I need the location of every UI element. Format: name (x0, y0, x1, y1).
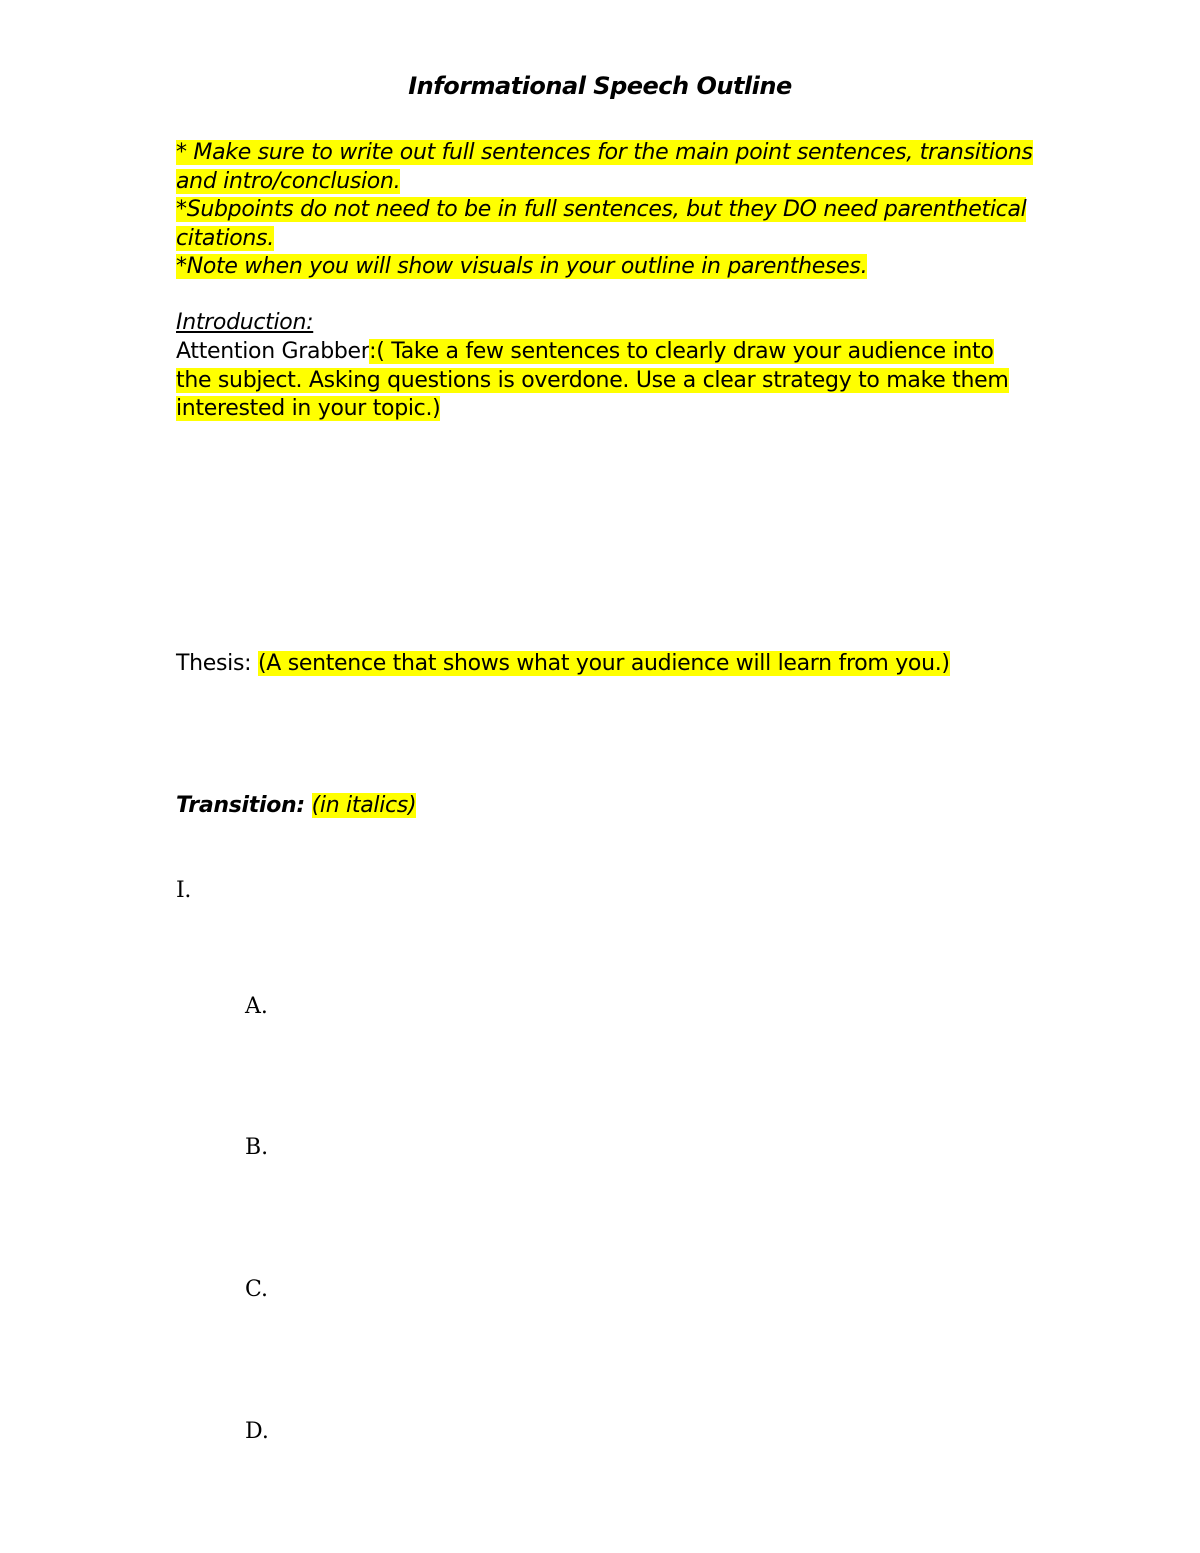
instruction-notes (176, 139, 1036, 282)
thesis-instructions: (A sentence that shows what your audience will learn from you.) (257, 651, 950, 676)
outline-subpoint-a: A. (245, 994, 268, 1019)
thesis-line (176, 650, 1036, 679)
transition-line (176, 792, 1036, 821)
note-full-sentences: * Make sure to write out full sentences for the main point sentences, transitions and intro/conclusion. (176, 140, 1033, 194)
outline-subpoint-b: B. (245, 1135, 269, 1160)
attention-grabber-label: Attention Grabber (176, 339, 370, 364)
note-visuals: *Note when you will show visuals in your outline in parentheses. (176, 254, 868, 279)
outline-main-point: I. (176, 878, 192, 903)
introduction-heading: Introduction: (176, 310, 314, 335)
outline-subpoint-c: C. (245, 1277, 269, 1302)
attention-grabber-instructions: :( Take a few sentences to clearly draw your audience into the subject. Asking questions is overdone. Use a clear strategy to make them interested in your topic.) (176, 339, 1009, 421)
transition-label: Transition: (176, 793, 305, 818)
document-title: Informational Speech Outline (408, 72, 792, 100)
note-subpoints: *Subpoints do not need to be in full sentences, but they DO need parenthetical citations. (176, 197, 1027, 251)
transition-instructions: (in italics) (311, 793, 417, 818)
outline-subpoint-d: D. (245, 1419, 269, 1444)
thesis-label: Thesis: (176, 651, 258, 676)
attention-grabber (176, 338, 1026, 424)
